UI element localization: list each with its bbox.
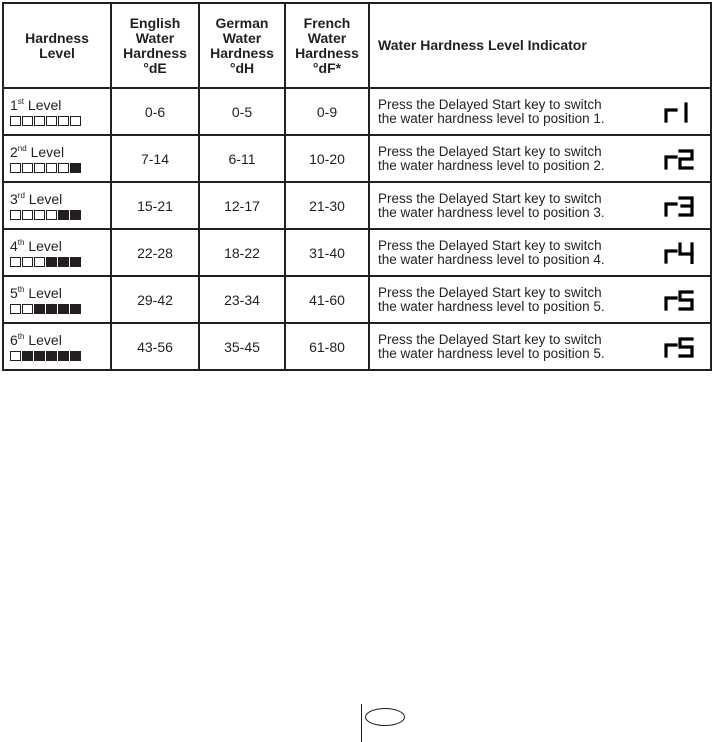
level-indicator-bar <box>10 257 104 267</box>
level-segment-filled <box>46 257 57 267</box>
level-segment-filled <box>70 257 81 267</box>
header-english-hardness: English Water Hardness °dE <box>111 3 199 88</box>
level-segment-empty <box>10 351 21 361</box>
level-segment-empty <box>22 163 33 173</box>
level-segment-filled <box>58 210 69 220</box>
english-hardness-value: 29-42 <box>111 276 199 323</box>
hardness-level-cell <box>3 276 111 323</box>
level-segment-empty <box>34 116 45 126</box>
display-code-r5-icon <box>664 336 696 358</box>
german-hardness-value: 12-17 <box>199 182 285 229</box>
water-hardness-table <box>2 2 712 371</box>
level-indicator-bar <box>10 351 104 361</box>
table-row <box>3 229 711 276</box>
indicator-cell <box>369 229 711 276</box>
display-code-r4-icon <box>664 242 696 264</box>
level-label: 5th Level <box>10 285 62 301</box>
german-hardness-value: 35-45 <box>199 323 285 370</box>
hardness-level-cell <box>3 323 111 370</box>
level-label: 3rd Level <box>10 191 63 207</box>
indicator-cell <box>369 182 711 229</box>
level-segment-filled <box>34 304 45 314</box>
english-hardness-value: 7-14 <box>111 135 199 182</box>
hardness-level-cell <box>3 182 111 229</box>
level-label: 2nd Level <box>10 144 65 160</box>
french-hardness-value: 0-9 <box>285 88 369 135</box>
english-hardness-value: 0-6 <box>111 88 199 135</box>
header-german-hardness: German Water Hardness °dH <box>199 3 285 88</box>
level-segment-filled <box>46 351 57 361</box>
level-segment-empty <box>22 210 33 220</box>
english-hardness-value: 43-56 <box>111 323 199 370</box>
level-segment-empty <box>22 116 33 126</box>
instruction-text: Press the Delayed Start key to switch the water hardness level to position 4. <box>378 237 605 267</box>
hardness-level-cell <box>3 88 111 135</box>
header-hardness-level: Hardness Level <box>3 3 111 88</box>
level-indicator-bar <box>10 163 104 173</box>
level-segment-empty <box>34 163 45 173</box>
english-hardness-value: 15-21 <box>111 182 199 229</box>
display-code-r2-icon <box>664 148 696 170</box>
level-segment-empty <box>46 210 57 220</box>
instruction-text: Press the Delayed Start key to switch the water hardness level to position 5. <box>378 284 605 314</box>
level-segment-filled <box>46 304 57 314</box>
level-segment-empty <box>58 116 69 126</box>
level-label: 6th Level <box>10 332 62 348</box>
table-row <box>3 323 711 370</box>
level-segment-filled <box>58 257 69 267</box>
level-segment-empty <box>10 210 21 220</box>
instruction-text: Press the Delayed Start key to switch the water hardness level to position 5. <box>378 331 605 361</box>
level-segment-filled <box>70 304 81 314</box>
instruction-text: Press the Delayed Start key to switch the water hardness level to position 3. <box>378 190 605 220</box>
indicator-cell <box>369 135 711 182</box>
table-row <box>3 88 711 135</box>
page-divider <box>361 704 362 742</box>
level-label: 1st Level <box>10 97 62 113</box>
level-segment-empty <box>10 116 21 126</box>
indicator-cell <box>369 276 711 323</box>
level-segment-empty <box>22 257 33 267</box>
level-segment-empty <box>70 116 81 126</box>
header-french-hardness: French Water Hardness °dF* <box>285 3 369 88</box>
german-hardness-value: 23-34 <box>199 276 285 323</box>
table-row <box>3 276 711 323</box>
level-segment-filled <box>70 210 81 220</box>
english-hardness-value: 22-28 <box>111 229 199 276</box>
french-hardness-value: 21-30 <box>285 182 369 229</box>
indicator-cell <box>369 88 711 135</box>
level-segment-filled <box>70 351 81 361</box>
display-code-r5-icon <box>664 289 696 311</box>
hardness-level-cell <box>3 229 111 276</box>
display-code-r1-icon <box>664 101 696 123</box>
french-hardness-value: 31-40 <box>285 229 369 276</box>
level-segment-empty <box>10 304 21 314</box>
level-segment-empty <box>34 257 45 267</box>
level-segment-empty <box>10 163 21 173</box>
level-indicator-bar <box>10 116 104 126</box>
level-segment-empty <box>22 304 33 314</box>
level-segment-filled <box>58 351 69 361</box>
level-segment-filled <box>22 351 33 361</box>
french-hardness-value: 10-20 <box>285 135 369 182</box>
german-hardness-value: 0-5 <box>199 88 285 135</box>
level-indicator-bar <box>10 210 104 220</box>
table-header-row <box>3 3 711 88</box>
level-segment-empty <box>10 257 21 267</box>
water-hardness-table-container <box>2 2 712 371</box>
level-label: 4th Level <box>10 238 62 254</box>
level-segment-empty <box>46 116 57 126</box>
instruction-text: Press the Delayed Start key to switch the water hardness level to position 1. <box>378 96 605 126</box>
instruction-text: Press the Delayed Start key to switch the water hardness level to position 2. <box>378 143 605 173</box>
level-indicator-bar <box>10 304 104 314</box>
german-hardness-value: 6-11 <box>199 135 285 182</box>
level-segment-filled <box>58 304 69 314</box>
german-hardness-value: 18-22 <box>199 229 285 276</box>
level-segment-empty <box>46 163 57 173</box>
french-hardness-value: 41-60 <box>285 276 369 323</box>
table-row <box>3 135 711 182</box>
level-segment-filled <box>70 163 81 173</box>
display-code-r3-icon <box>664 195 696 217</box>
level-segment-empty <box>34 210 45 220</box>
level-segment-filled <box>34 351 45 361</box>
table-row <box>3 182 711 229</box>
language-badge-outline <box>365 708 405 726</box>
level-segment-empty <box>58 163 69 173</box>
hardness-level-cell <box>3 135 111 182</box>
header-indicator: Water Hardness Level Indicator <box>369 3 711 88</box>
indicator-cell <box>369 323 711 370</box>
french-hardness-value: 61-80 <box>285 323 369 370</box>
